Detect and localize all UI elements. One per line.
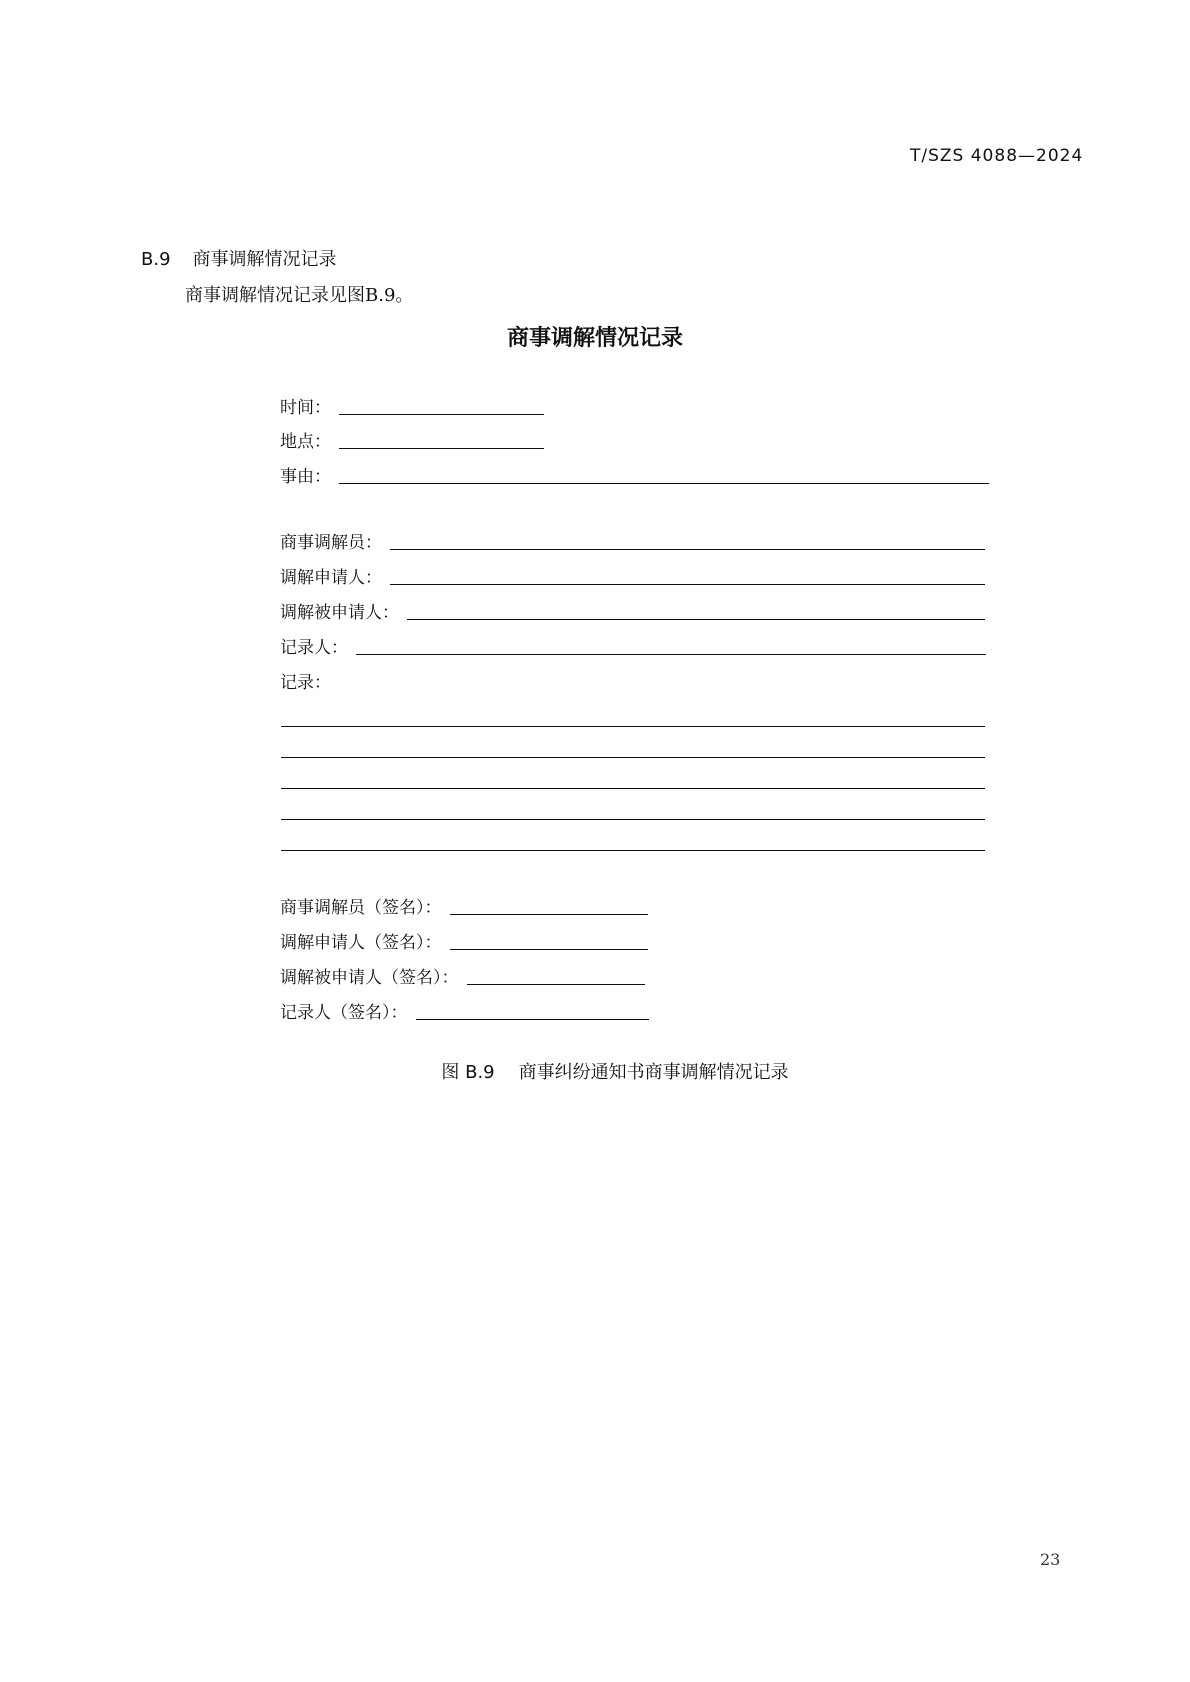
recorder-signature-label: 记录人（签名）：: [280, 1003, 408, 1023]
section-number: B.9: [141, 249, 171, 270]
cause-input-line[interactable]: [339, 483, 989, 484]
applicant-input-line[interactable]: [390, 584, 985, 585]
applicant-signature-line[interactable]: [450, 949, 648, 950]
section-intro: 商事调解情况记录见图B.9。: [185, 285, 414, 306]
applicant-signature-label: 调解申请人（签名）：: [280, 933, 442, 953]
record-line[interactable]: [281, 850, 985, 851]
applicant-label: 调解申请人：: [280, 568, 382, 588]
record-label: 记录：: [280, 673, 331, 693]
mediator-signature-label: 商事调解员（签名）：: [280, 898, 442, 918]
location-field: [280, 426, 544, 452]
recorder-input-line[interactable]: [356, 654, 986, 655]
mediator-input-line[interactable]: [390, 549, 985, 550]
location-input-line[interactable]: [339, 448, 544, 449]
mediator-field: [280, 527, 985, 553]
time-input-line[interactable]: [339, 414, 544, 415]
time-field: [280, 392, 544, 418]
respondent-field: [280, 597, 985, 623]
recorder-signature-field: [280, 997, 649, 1023]
mediator-signature-field: [280, 892, 648, 918]
figure-number: 图 B.9: [441, 1062, 495, 1083]
cause-label: 事由：: [280, 467, 331, 487]
record-line[interactable]: [281, 757, 985, 758]
record-line[interactable]: [281, 819, 985, 820]
mediator-label: 商事调解员：: [280, 533, 382, 553]
respondent-signature-label: 调解被申请人（签名）：: [280, 968, 459, 988]
record-field: [280, 667, 331, 693]
recorder-field: [280, 632, 986, 658]
respondent-signature-line[interactable]: [467, 984, 645, 985]
record-line[interactable]: [281, 788, 985, 789]
recorder-label: 记录人：: [280, 638, 348, 658]
mediator-signature-line[interactable]: [450, 914, 648, 915]
section-title: 商事调解情况记录: [192, 249, 337, 270]
recorder-signature-line[interactable]: [416, 1019, 649, 1020]
applicant-field: [280, 562, 985, 588]
applicant-signature-field: [280, 927, 648, 953]
record-line[interactable]: [281, 726, 985, 727]
respondent-signature-field: [280, 962, 645, 988]
form-title: 商事调解情况记录: [506, 326, 683, 351]
location-label: 地点：: [280, 432, 331, 452]
figure-caption: [0, 1058, 1190, 1084]
page-number: 23: [1040, 1550, 1061, 1569]
cause-field: [280, 461, 989, 487]
section-heading: [141, 245, 337, 271]
standard-code: T/SZS 4088—2024: [910, 146, 1084, 166]
time-label: 时间：: [280, 398, 331, 418]
figure-caption-text: 商事纠纷通知书商事调解情况记录: [518, 1062, 789, 1083]
respondent-input-line[interactable]: [407, 619, 985, 620]
respondent-label: 调解被申请人：: [280, 603, 399, 623]
